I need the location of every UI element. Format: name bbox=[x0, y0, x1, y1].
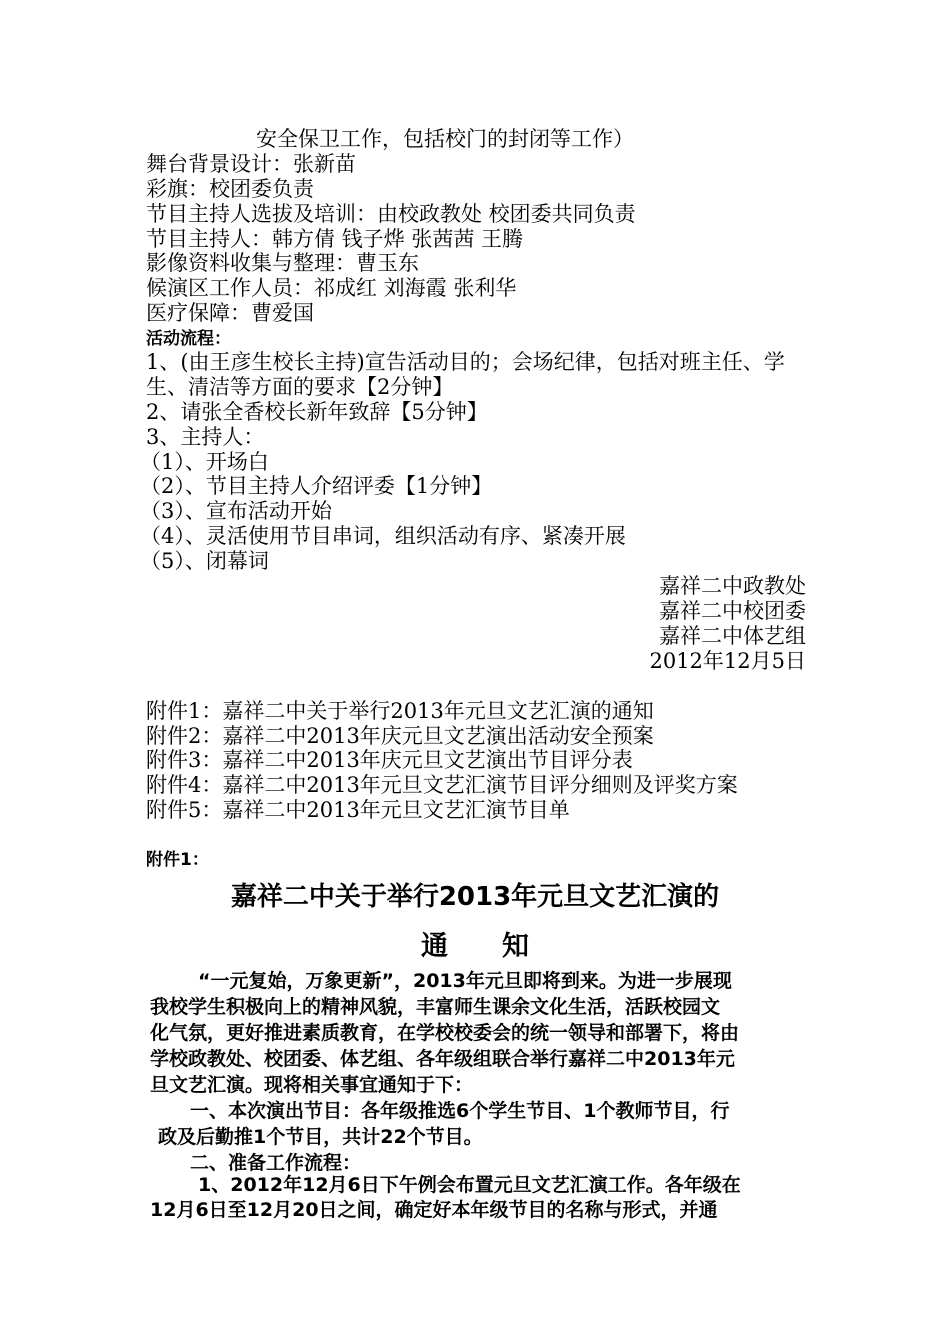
notice-section-2-item-1-line-1: 1、2012年12月6日下午例会布置元旦文艺汇演工作。各年级在 bbox=[198, 1174, 741, 1196]
stage-design-line: 舞台背景设计：张新苗 bbox=[146, 152, 356, 176]
flow-sub-4: （4）、灵活使用节目串词，组织活动有序、紧凑开展 bbox=[140, 524, 626, 548]
media-line: 影像资料收集与整理：曹玉东 bbox=[146, 251, 419, 275]
attachment-item-4: 附件4：嘉祥二中2013年元旦文艺汇演节目评分细则及评奖方案 bbox=[146, 773, 738, 797]
signature-date: 2012年12月5日 bbox=[649, 649, 806, 673]
waiting-area-line: 候演区工作人员：祁成红 刘海霞 张利华 bbox=[146, 276, 517, 300]
attachment-item-2: 附件2：嘉祥二中2013年庆元旦文艺演出活动安全预案 bbox=[146, 724, 654, 748]
security-line-tail: 安全保卫工作，包括校门的封闭等工作） bbox=[256, 127, 634, 151]
flow-item-3: 3、主持人： bbox=[146, 425, 265, 449]
hosts-line: 节目主持人：韩方倩 钱子烨 张茜茜 王腾 bbox=[146, 227, 524, 251]
notice-section-1-line-2: 政及后勤推1个节目，共计22个节目。 bbox=[158, 1126, 483, 1148]
flow-item-1a: 1、(由王彦生校长主持)宣告活动目的；会场纪律，包括对班主任、学 bbox=[146, 350, 785, 374]
notice-paragraph-1-line-4: 学校政教处、校团委、体艺组、各年级组联合举行嘉祥二中2013年元 bbox=[150, 1048, 735, 1070]
flags-line: 彩旗：校团委负责 bbox=[146, 177, 314, 201]
flow-item-1b: 生、清洁等方面的要求【2分钟】 bbox=[146, 375, 454, 399]
signature-org-3: 嘉祥二中体艺组 bbox=[659, 624, 806, 648]
notice-section-2-item-1-line-2: 12月6日至12月20日之间，确定好本年级节目的名称与形式，并通 bbox=[150, 1199, 718, 1221]
attachment-1-label: 附件1： bbox=[146, 850, 209, 870]
attachment-item-3: 附件3：嘉祥二中2013年庆元旦文艺演出节目评分表 bbox=[146, 748, 633, 772]
notice-paragraph-1-line-5: 旦文艺汇演。现将相关事宜通知于下： bbox=[150, 1074, 474, 1096]
notice-paragraph-1-line-1: “一元复始，万象更新”，2013年元旦即将到来。为进一步展现 bbox=[198, 970, 732, 992]
flow-sub-1: （1）、开场白 bbox=[140, 450, 269, 474]
flow-heading: 活动流程： bbox=[146, 329, 231, 349]
medical-line: 医疗保障：曹爱国 bbox=[146, 301, 314, 325]
attachment-item-5: 附件5：嘉祥二中2013年元旦文艺汇演节目单 bbox=[146, 798, 570, 822]
notice-paragraph-1-line-3: 化气氛，更好推进素质教育，在学校校委会的统一领导和部署下，将由 bbox=[150, 1022, 740, 1044]
flow-sub-3: （3）、宣布活动开始 bbox=[140, 499, 332, 523]
flow-item-2: 2、请张全香校长新年致辞【5分钟】 bbox=[146, 400, 488, 424]
notice-title-line-2: 通 知 bbox=[421, 931, 529, 962]
signature-org-2: 嘉祥二中校团委 bbox=[659, 599, 806, 623]
notice-title-line-1: 嘉祥二中关于举行2013年元旦文艺汇演的 bbox=[230, 882, 720, 912]
notice-section-2-heading: 二、准备工作流程： bbox=[190, 1152, 362, 1174]
notice-section-1-line-1: 一、本次演出节目：各年级推选6个学生节目、1个教师节目，行 bbox=[190, 1100, 730, 1122]
flow-sub-2: （2）、节目主持人介绍评委【1分钟】 bbox=[140, 474, 493, 498]
attachment-item-1: 附件1：嘉祥二中关于举行2013年元旦文艺汇演的通知 bbox=[146, 699, 654, 723]
signature-org-1: 嘉祥二中政教处 bbox=[659, 574, 806, 598]
notice-paragraph-1-line-2: 我校学生积极向上的精神风貌，丰富师生课余文化生活，活跃校园文 bbox=[150, 996, 721, 1018]
flow-sub-5: （5）、闭幕词 bbox=[140, 549, 269, 573]
host-training-line: 节目主持人选拔及培训：由校政教处 校团委共同负责 bbox=[146, 202, 636, 226]
